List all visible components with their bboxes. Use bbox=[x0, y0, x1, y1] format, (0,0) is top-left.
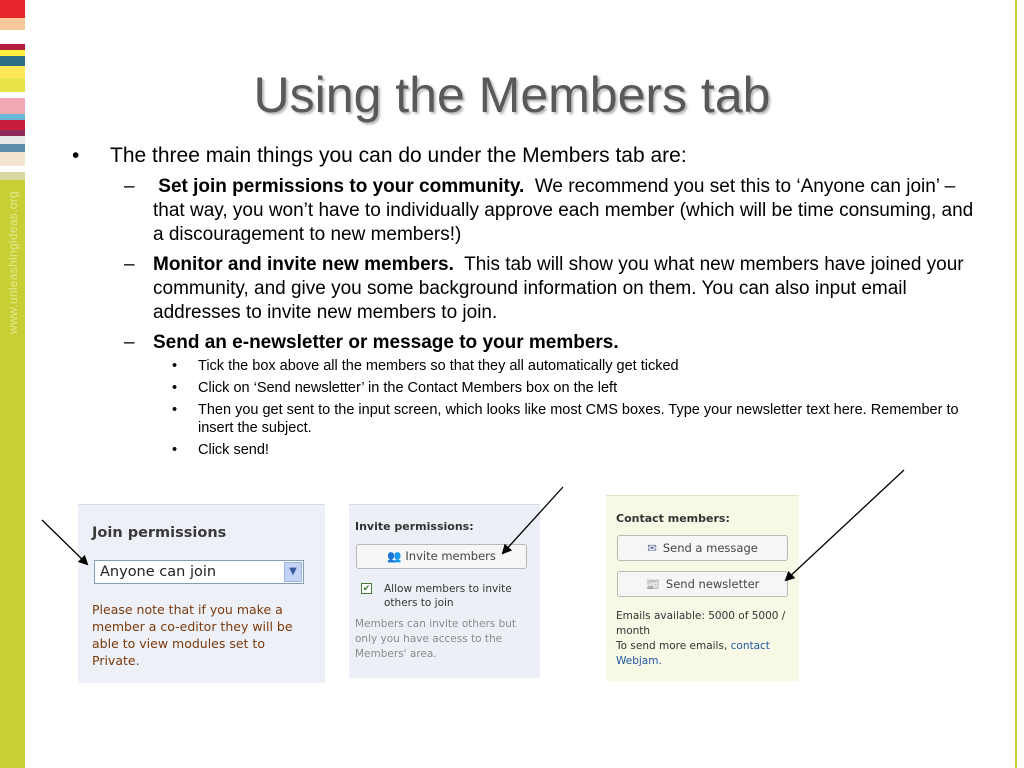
join-permissions-note: Please note that if you make a member a co-editor they will be able to view modules set to Private. bbox=[92, 602, 293, 668]
invite-members-label: Invite members bbox=[405, 549, 496, 563]
dash-marker: – bbox=[124, 176, 135, 197]
send-newsletter-label: Send newsletter bbox=[665, 577, 760, 591]
step-text: Then you get sent to the input screen, which looks like most CMS boxes. Type your newsletter text here. Remember to insert the subject. bbox=[198, 402, 959, 436]
allow-invite-checkbox[interactable]: ✔ bbox=[362, 583, 371, 593]
invite-permissions-note: Members can invite others but only you have access to the Members' area. bbox=[355, 618, 517, 660]
join-permissions-selected: Anyone can join bbox=[100, 564, 217, 580]
newsletter-icon: 📰 bbox=[645, 577, 660, 591]
step-text: Click send! bbox=[198, 442, 269, 458]
dash-marker: – bbox=[124, 254, 135, 275]
step-text: Tick the box above all the members so that they all automatically get ticked bbox=[198, 358, 679, 374]
allow-invite-label: Allow members to invite others to join bbox=[384, 583, 512, 609]
arrow-to-newsletter-button bbox=[786, 470, 904, 580]
slide-title: Using the Members tab bbox=[253, 67, 771, 123]
sub-bullet-monitor-text: This tab will show you what new members have joined your community, and give you some background information on them. You can also input email addresses to invite new members to join. bbox=[153, 254, 964, 323]
sub-bullet-monitor-heading: Monitor and invite new members. bbox=[153, 254, 454, 275]
invite-permissions-title: Invite permissions: bbox=[355, 520, 474, 533]
bullet-marker: • bbox=[172, 380, 178, 396]
sub-bullet-join-heading: Set join permissions to your community. bbox=[158, 176, 525, 197]
arrow-to-invite-button bbox=[503, 487, 563, 553]
users-icon: 👥 bbox=[387, 549, 402, 563]
bullet-main-text: The three main things you can do under the Members tab are: bbox=[110, 144, 687, 167]
emails-available: Emails available: 5000 of 5000 / month bbox=[616, 610, 786, 637]
join-permissions-title: Join permissions bbox=[92, 525, 227, 541]
arrow-to-join-select bbox=[42, 520, 87, 564]
bullet-marker: • bbox=[172, 358, 178, 374]
sub-bullet-join-text: We recommend you set this to ‘Anyone can join’ – that way, you won’t have to individually approve each member (which will be time consuming, and a discouragement to new members!) bbox=[153, 176, 974, 245]
send-more-prefix: To send more emails, bbox=[616, 640, 728, 652]
contact-webjam-link[interactable]: contact Webjam. bbox=[616, 640, 770, 667]
step-text: Click on ‘Send newsletter’ in the Contact Members box on the left bbox=[198, 380, 618, 396]
send-message-label: Send a message bbox=[662, 541, 758, 555]
contact-members-title: Contact members: bbox=[616, 512, 730, 525]
bullet-marker: • bbox=[72, 144, 80, 167]
dash-marker: – bbox=[124, 332, 135, 353]
chevron-down-icon[interactable]: ▼ bbox=[284, 562, 302, 582]
bullet-marker: • bbox=[172, 442, 178, 458]
sub-bullet-newsletter-heading: Send an e-newsletter or message to your members. bbox=[153, 332, 619, 353]
watermark-url: www.unleashingideas.org bbox=[6, 191, 20, 334]
envelope-icon: ✉ bbox=[647, 541, 657, 555]
bullet-marker: • bbox=[172, 402, 178, 418]
